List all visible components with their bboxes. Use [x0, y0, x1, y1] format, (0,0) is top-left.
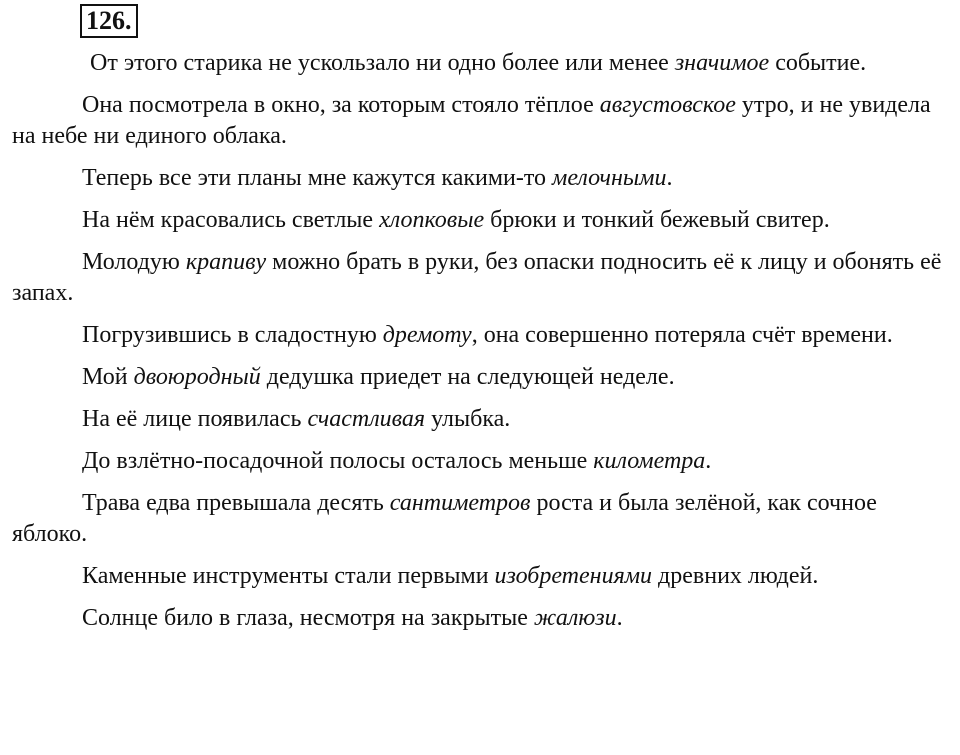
highlighted-word: августовское: [599, 92, 736, 118]
sentence-text: Молодую: [82, 249, 186, 275]
sentence-text: .: [705, 448, 712, 474]
sentence: [12, 561, 942, 592]
highlighted-word: дремоту: [382, 322, 472, 348]
sentence-text: .: [616, 605, 623, 631]
sentence-text: До взлётно-посадочной полосы осталось меньше: [82, 448, 594, 474]
sentence-text: Солнце било в глаза, несмотря на закрытые: [82, 605, 534, 631]
sentence-text: На нём красовались светлые: [82, 207, 380, 233]
sentence-text: На её лице появилась: [82, 406, 308, 432]
sentence: [12, 603, 942, 634]
sentence-list: [12, 48, 942, 645]
sentence: [12, 320, 942, 351]
sentence-text: Погрузившись в сладостную: [82, 322, 383, 348]
sentence-text: , она совершенно потеряла счёт времени.: [471, 322, 893, 348]
highlighted-word: счастливая: [307, 406, 426, 432]
highlighted-word: жалюзи: [533, 605, 617, 631]
sentence-text: Она посмотрела в окно, за которым стояло тёплое: [82, 92, 600, 118]
sentence-text: Каменные инструменты стали первыми: [82, 563, 495, 589]
highlighted-word: сантиметров: [389, 490, 531, 516]
sentence-text: древних людей.: [652, 563, 819, 589]
sentence: [12, 48, 942, 79]
sentence-text: можно брать в руки, без опаски подносить её к лицу и обонять её запах.: [12, 249, 942, 306]
sentence: [12, 488, 942, 550]
exercise-number-dot: .: [125, 6, 132, 35]
sentence-text: утро, и не увидела на небе ни единого облака.: [12, 92, 931, 149]
highlighted-word: километра: [593, 448, 706, 474]
sentence-text: .: [666, 165, 673, 191]
sentence-text: событие.: [769, 50, 867, 76]
sentence: [12, 247, 942, 309]
sentence-text: Теперь все эти планы мне кажутся какими-то: [82, 165, 553, 191]
sentence-text: Мой: [82, 364, 134, 390]
sentence-text: роста и была зелёной, как сочное яблоко.: [12, 490, 877, 547]
sentence: [12, 163, 942, 194]
sentence: [12, 404, 942, 435]
highlighted-word: двоюродный: [133, 364, 261, 390]
highlighted-word: изобретениями: [494, 563, 653, 589]
sentence: [12, 90, 942, 152]
sentence: [12, 205, 942, 236]
sentence: [12, 362, 942, 393]
sentence-text: улыбка.: [425, 406, 511, 432]
exercise-number: 126: [86, 6, 125, 35]
highlighted-word: крапиву: [185, 249, 267, 275]
sentence-text: брюки и тонкий бежевый свитер.: [484, 207, 830, 233]
exercise-number-box: [80, 4, 138, 38]
sentence-text: От этого старика не ускользало ни одно более или менее: [90, 50, 675, 76]
highlighted-word: значимое: [674, 50, 770, 76]
sentence-text: дедушка приедет на следующей неделе.: [260, 364, 675, 390]
sentence-text: Трава едва превышала десять: [82, 490, 390, 516]
highlighted-word: хлопковые: [379, 207, 485, 233]
highlighted-word: мелочными: [552, 165, 667, 191]
sentence: [12, 446, 942, 477]
